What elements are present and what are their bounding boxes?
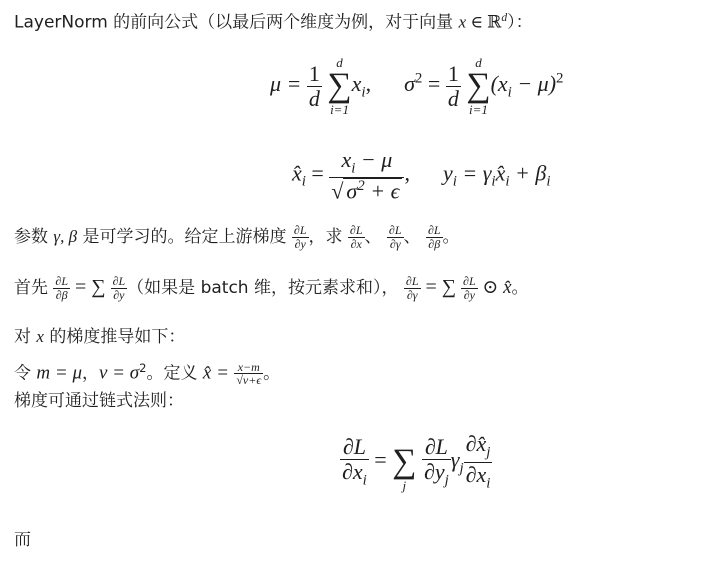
let-line: 令 m = μ，$v = \sigma^2$。定义 x̂ = $\frac{x-m}{√v+\epsilon}$ 。 [14,359,281,388]
intro-suffix: ）： [507,12,533,33]
frac-dl-dyj: $\frac{\partial L}{\partial y_j}$ [423,434,449,488]
frac-dl-dgamma-2: $\frac{\partial L}{\partial\gamma}$ [405,274,419,302]
frac-dl-dxi: $\frac{\partial L}{\partial x_i}$ [342,434,367,488]
frac-dl-dy: $\frac{\partial L}{\partial y}$ [293,223,307,251]
frac-dxhat-dxi: $\frac{\partial x̂_j}{\partial x_i}$ [465,431,491,491]
sigma-lhs: σ [404,71,415,97]
tail-line: 而 [14,530,31,550]
intro-in: ∈ [466,12,488,32]
first-line: 首先 $\frac{\partial L}{\partial\beta}$ = ∑ $\frac{\partial L}{\partial y}$ （如果是 batch 维，按元素求和）， $\frac{\partial L}{\partial\gamma}$ = ∑ $\frac{\partial L}{\partial y}$ ⊙ x̂。 [14,274,529,302]
mu-lhs: μ = [270,71,302,97]
params-line: 参数 γ, β 是可学习的。给定上游梯度 $\frac{\partial L}{\partial y}$ ，求 $\frac{\partial L}{\partial x}$ 、 $\frac{\partial L}{\partial\gamma}$ 、 $\frac{\partial L}{\partial\beta}$ 。 [14,223,460,251]
sum-symbol-2: d ∑ i=1 [466,55,491,117]
intro-exp: d [501,11,508,24]
frac-dl-dx: $\frac{\partial L}{\partial x}$ [349,223,363,251]
frac-dl-dbeta-2: $\frac{\partial L}{\partial\beta}$ [55,274,69,302]
frac-dl-dgamma: $\frac{\partial L}{\partial\gamma}$ [388,223,402,251]
frac-one-over-d: $\frac{1}{d}$ [308,61,320,111]
sum-symbol: d ∑ i=1 [327,55,352,117]
frac-dl-dy-3: $\frac{\partial L}{\partial y}$ [463,274,476,302]
frac-one-over-d-2: $\frac{1}{d}$ [447,61,459,111]
intro-prefix: LayerNorm 的前向公式（以最后两个维度为例，对于向量 [14,12,459,33]
frac-dl-dbeta: $\frac{\partial L}{\partial\beta}$ [427,223,441,251]
equation-chain-rule: $\frac{\partial L}{\partial x_i}$ = ∑ j $\frac{\partial L}{\partial y_j}$ $\gamma_j$ $\frac{\partial x̂_j}{\partial x_i}$ [342,431,491,493]
sum-symbol-3: ∑ j [392,443,417,493]
chain-rule-line: 梯度可通过链式法则： [14,391,184,411]
derivation-line: 对 x 的梯度推导如下： [14,327,186,347]
frac-dl-dy-2: $\frac{\partial L}{\partial y}$ [112,274,126,302]
intro-set: ℝ [487,12,502,32]
intro-var: x [458,12,467,32]
equation-mean-variance: μ = $\frac{1}{d}$ d ∑ i=1 $x_i$, $\sigma^2$ = $\frac{1}{d}$ d ∑ i=1 $(x_i - \mu)^2$ [270,55,564,117]
frac-xhat-def: $\frac{x-m}{√v+\epsilon}$ [236,359,262,388]
frac-normalize: $\frac{x_i - \mu}{√ \sigma^2 + \epsilon}$ [329,148,404,203]
equation-normalize: $x̂_i$ = $\frac{x_i - \mu}{√ \sigma^2 + \epsilon}$ , $y_i$ = $\gamma_ix̂_i + \beta_i$ [292,147,551,204]
intro-line [14,6,533,35]
